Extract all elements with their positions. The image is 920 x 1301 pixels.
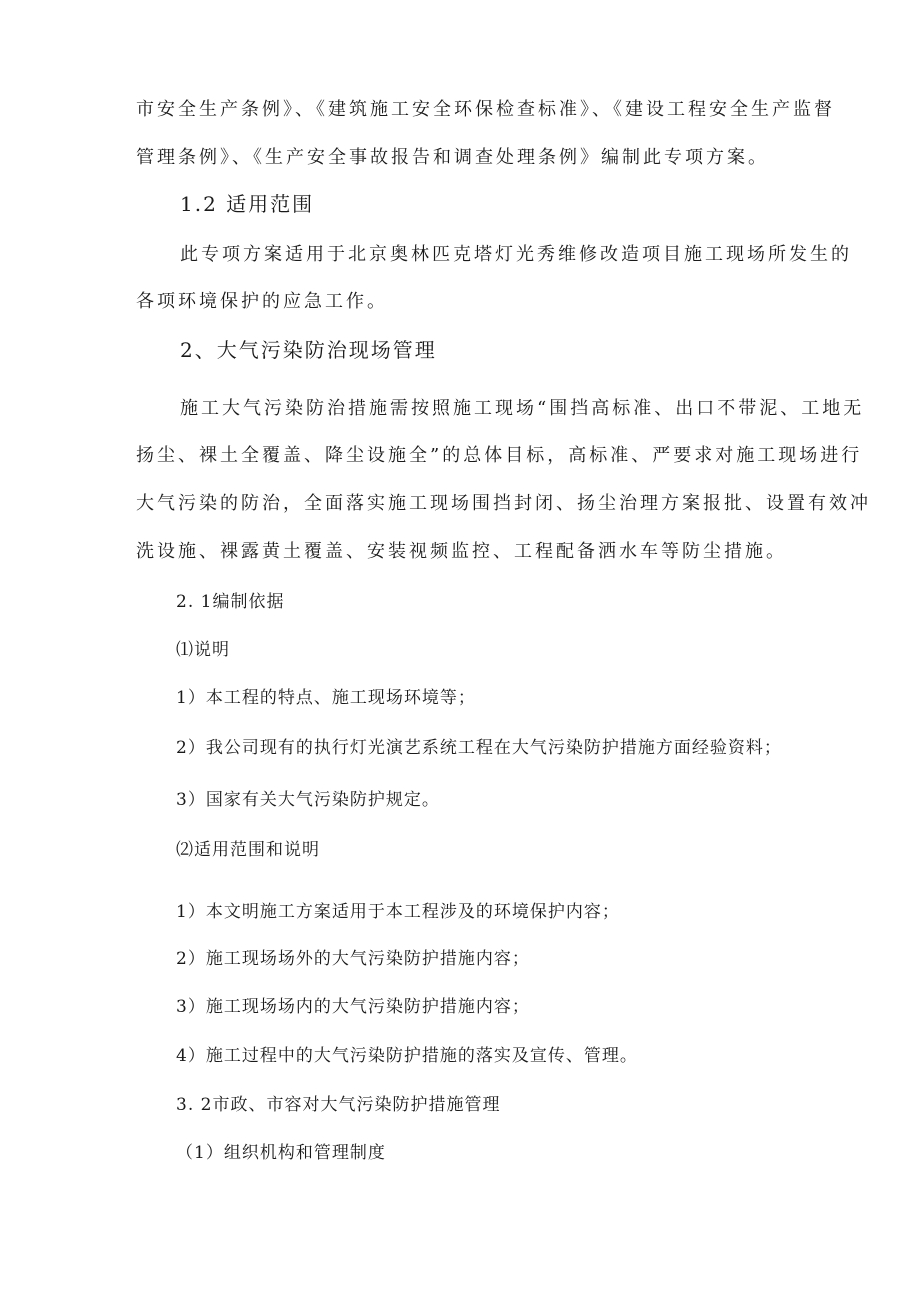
- paragraph-line: 各项环境保护的应急工作。: [136, 291, 388, 312]
- section-heading: 1.2 适用范围: [180, 192, 315, 216]
- list-item: 2）施工现场场外的大气污染防护措施内容；: [176, 949, 530, 969]
- paragraph-line: 大气污染的防治，全面落实施工现场围挡封闭、扬尘治理方案报批、设置有效冲: [136, 493, 871, 514]
- list-heading: ⑵适用范围和说明: [176, 840, 320, 860]
- list-heading: ⑴说明: [176, 640, 230, 660]
- paragraph-line: 施工大气污染防治措施需按照施工现场“围挡高标准、出口不带泥、工地无: [180, 398, 865, 419]
- list-item: 2）我公司现有的执行灯光演艺系统工程在大气污染防护措施方面经验资料；: [176, 738, 782, 758]
- list-item: 4）施工过程中的大气污染防护措施的落实及宣传、管理。: [176, 1046, 638, 1066]
- subsection-heading: 2. 1编制依据: [176, 592, 285, 612]
- list-item: 3）施工现场场内的大气污染防护措施内容；: [176, 997, 530, 1017]
- list-item: 1）本文明施工方案适用于本工程涉及的环境保护内容；: [176, 902, 620, 922]
- list-heading: （1）组织机构和管理制度: [176, 1143, 386, 1163]
- paragraph-line: 管理条例》、《生产安全事故报告和调查处理条例》编制此专项方案。: [136, 147, 769, 168]
- paragraph-line: 此专项方案适用于北京奥林匹克塔灯光秀维修改造项目施工现场所发生的: [180, 244, 852, 265]
- list-item: 1）本工程的特点、施工现场环境等；: [176, 688, 476, 708]
- paragraph-line: 市安全生产条例》、《建筑施工安全环保检查标准》、《建设工程安全生产监督: [136, 99, 835, 120]
- section-heading: 2、大气污染防治现场管理: [180, 338, 437, 362]
- list-item: 3）国家有关大气污染防护规定。: [176, 790, 440, 810]
- paragraph-line: 扬尘、裸土全覆盖、降尘设施全”的总体目标，高标准、严要求对施工现场进行: [136, 445, 863, 466]
- paragraph-line: 洗设施、裸露黄土覆盖、安装视频监控、工程配备洒水车等防尘措施。: [136, 541, 787, 562]
- subsection-heading: 3. 2市政、市容对大气污染防护措施管理: [176, 1095, 501, 1115]
